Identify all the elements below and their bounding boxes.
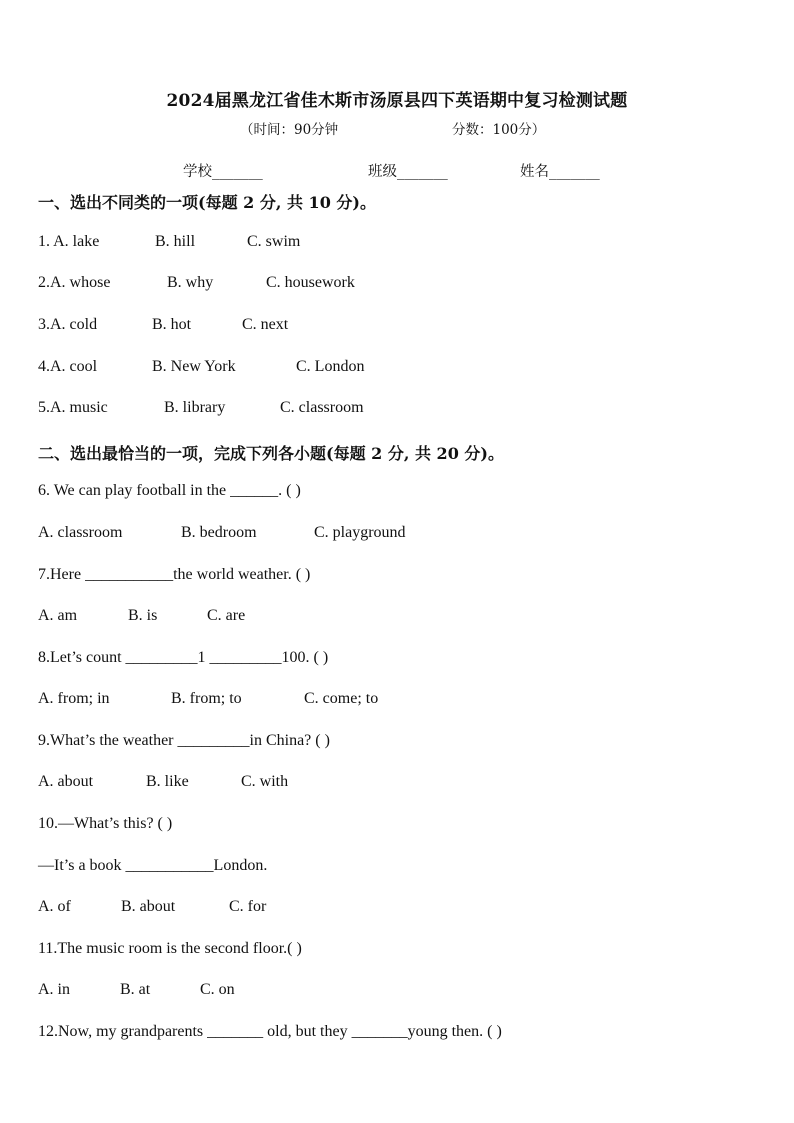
- q3-option-c: C. next: [242, 316, 289, 333]
- q8-option-b: B. from; to: [171, 690, 242, 707]
- q10-stem: 10.—What’s this? ( ): [38, 815, 173, 832]
- q10-option-b: B. about: [121, 898, 176, 915]
- q5-option-b: B. library: [164, 399, 226, 416]
- q10-reply: —It’s a book ___________London.: [38, 857, 268, 874]
- q2-option-a: 2.A. whose: [38, 274, 111, 291]
- q5-option-c: C. classroom: [280, 399, 364, 416]
- section-1-title: 一、选出不同类的一项(每题 2 分, 共 10 分)。: [38, 193, 376, 212]
- q6-option-a: A. classroom: [38, 524, 123, 541]
- exam-time: （时间：90分钟: [240, 122, 339, 138]
- q9-option-c: C. with: [241, 773, 289, 790]
- q9-option-b: B. like: [146, 773, 189, 790]
- q11-option-c: C. on: [200, 981, 235, 998]
- q8-option-c: C. come; to: [304, 690, 379, 707]
- q1-option-a: 1. A. lake: [38, 233, 100, 250]
- q7-stem: 7.Here ___________the world weather. ( ): [38, 566, 311, 583]
- q10-option-a: A. of: [38, 898, 71, 915]
- q11-option-b: B. at: [120, 981, 151, 998]
- q7-option-c: C. are: [207, 607, 246, 624]
- q5-option-a: 5.A. music: [38, 399, 108, 416]
- q8-stem: 8.Let’s count _________1 _________100. ( ): [38, 649, 329, 666]
- q2-option-b: B. why: [167, 274, 214, 291]
- q10-option-c: C. for: [229, 898, 267, 915]
- q9-option-a: A. about: [38, 773, 94, 790]
- q3-option-a: 3.A. cold: [38, 316, 98, 333]
- q12-stem: 12.Now, my grandparents _______ old, but they _______young then. ( ): [38, 1023, 502, 1040]
- q4-option-a: 4.A. cool: [38, 358, 98, 375]
- q7-option-a: A. am: [38, 607, 78, 624]
- class-field: 班级_______: [368, 164, 448, 180]
- q7-option-b: B. is: [128, 607, 158, 624]
- q6-option-b: B. bedroom: [181, 524, 257, 541]
- q1-option-b: B. hill: [155, 233, 196, 250]
- section-2-title: 二、选出最恰当的一项，完成下列各小题(每题 2 分, 共 20 分)。: [38, 444, 504, 463]
- q6-stem: 6. We can play football in the ______. ( ): [38, 482, 301, 499]
- exam-score: 分数：100分）: [452, 122, 546, 138]
- q2-option-c: C. housework: [266, 274, 355, 291]
- q11-option-a: A. in: [38, 981, 70, 998]
- q11-stem: 11.The music room is the second floor.( ): [38, 940, 302, 957]
- name-field: 姓名_______: [520, 164, 600, 180]
- q9-stem: 9.What’s the weather _________in China? ( ): [38, 732, 330, 749]
- q4-option-b: B. New York: [152, 358, 236, 375]
- q6-option-c: C. playground: [314, 524, 406, 541]
- q8-option-a: A. from; in: [38, 690, 110, 707]
- q3-option-b: B. hot: [152, 316, 192, 333]
- school-field: 学校_______: [183, 164, 263, 180]
- q4-option-c: C. London: [296, 358, 365, 375]
- page-title: 2024届黑龙江省佳木斯市汤原县四下英语期中复习检测试题: [166, 91, 628, 111]
- q1-option-c: C. swim: [247, 233, 301, 250]
